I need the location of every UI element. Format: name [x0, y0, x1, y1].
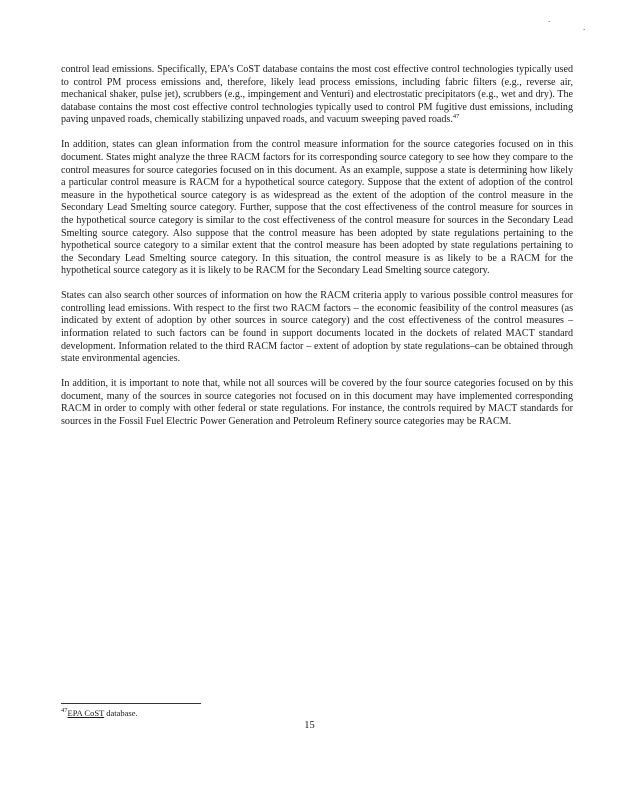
footnote-reference[interactable]: 47 — [452, 113, 460, 121]
footnote-separator — [61, 703, 201, 704]
footnote-text: database. — [104, 708, 138, 718]
page-number: 15 — [304, 720, 315, 731]
footnote-number: 47 — [61, 707, 68, 714]
paragraph-2 — [61, 139, 573, 278]
paragraph-2-text: In addition, states can glean information from the control measure information for the source categories focused on in this document. States might analyze the three RACM factors for its corresponding source category to see how they compare to the control measures for source categories focused on in this document. As an example, suppose a state is determining how likely a particular control measure is RACM for a hypothetical source category. Suppose that the extent of adoption of the control measure in the hypothetical source category is as widespread as the extent of the adoption of the control measure in the Secondary Lead Smelting source category. Further, suppose that the cost effectiveness of the control measure for sources in the hypothetical source category is similar to the cost effectiveness of the control measure for sources in the Secondary Lead Smelting source category. Also suppose that the control measure has been adopted by state regulations pertaining to the hypothetical source category to a similar extent that the control measure has been adopted by state regulations pertaining to the Secondary Lead Smelting source category. In this situation, the control measure is as likely to be a RACM for the hypothetical source category as it is likely to be RACM for the Secondary Lead Smelting source category. — [61, 139, 573, 277]
body-text — [61, 64, 573, 441]
paragraph-4 — [61, 378, 573, 428]
paragraph-1-text: control lead emissions. Specifically, EPA’s CoST database contains the most cost effective control technologies typically used to control PM process emissions and, therefore, likely lead process emissions, including fabric filters (e.g., reverse air, mechanical shaker, pulse jet), scrubbers (e.g., impingement and Venturi) and electrostatic precipitators (e.g., wet and dry). The database contains the most cost effective control technologies typically used to control PM fugitive dust emissions, including paving unpaved roads, chemically stabilizing unpaved roads, and vacuum sweeping paved roads. — [61, 64, 573, 126]
scan-mark: . — [583, 22, 586, 32]
scan-mark: . — [548, 14, 551, 24]
paragraph-3 — [61, 290, 573, 366]
paragraph-3-text: States can also search other sources of information on how the RACM criteria apply to various possible control measures for controlling lead emissions. With respect to the first two RACM factors – the economic feasibility of the control measures (as indicated by extent of adoption by other sources in source category) and the cost effectiveness of the control measures – information related to such factors can be found in support documents located in the dockets of related MACT standard development. Information related to the third RACM factor – extent of adoption by state regulations–can be obtained through state environmental agencies. — [61, 290, 573, 365]
footnote — [61, 708, 138, 719]
paragraph-4-text: In addition, it is important to note that, while not all sources will be covered by the four source categories focused on by this document, many of the sources in source categories not focused on in this document may have implemented corresponding RACM in order to comply with other federal or state regulations. For instance, the controls required by MACT standards for sources in the Fossil Fuel Electric Power Generation and Petroleum Refinery source categories may be RACM. — [61, 378, 573, 428]
paragraph-1 — [61, 64, 573, 127]
footnote-link[interactable]: EPA CoST — [67, 708, 105, 718]
